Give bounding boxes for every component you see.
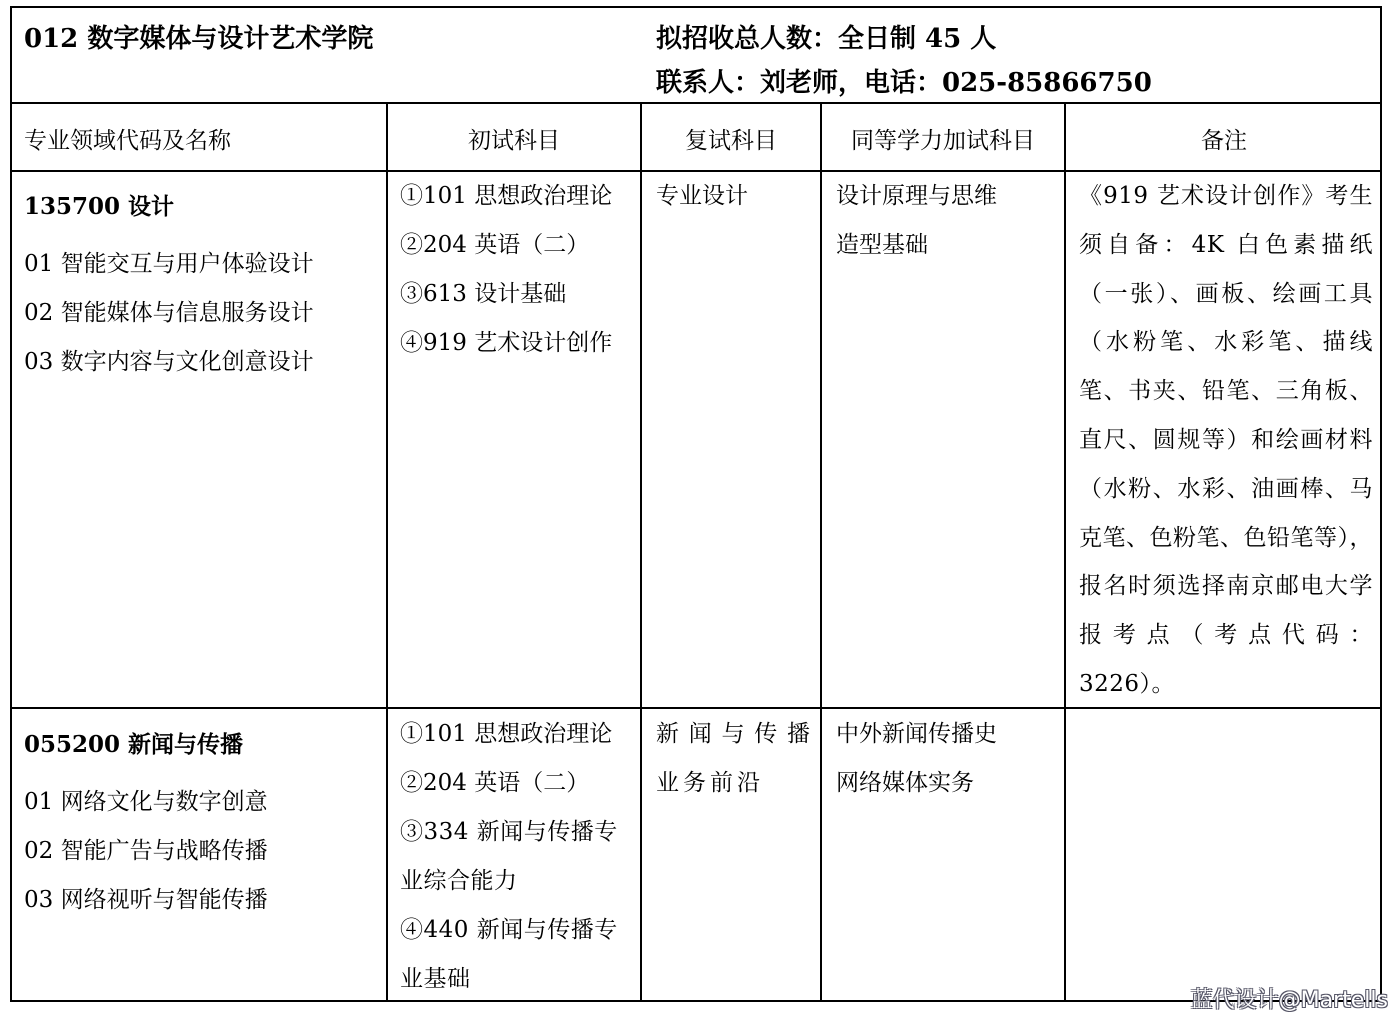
divider bbox=[640, 102, 642, 1002]
retest-subject: 专业设计 bbox=[656, 183, 748, 209]
direction-item: 03 网络视听与智能传播 bbox=[24, 887, 268, 913]
divider bbox=[386, 102, 388, 1002]
column-header-exams: 初试科目 bbox=[468, 128, 560, 154]
column-header-major: 专业领域代码及名称 bbox=[24, 128, 231, 154]
divider bbox=[820, 102, 822, 1002]
college-title: 012 数字媒体与设计艺术学院 bbox=[24, 24, 374, 54]
exam-subject: ①101 思想政治理论 bbox=[400, 721, 613, 747]
equivalent-subject: 中外新闻传播史 bbox=[836, 721, 997, 747]
exam-subject: ①101 思想政治理论 bbox=[400, 183, 613, 209]
direction-item: 01 网络文化与数字创意 bbox=[24, 789, 268, 815]
direction-item: 02 智能媒体与信息服务设计 bbox=[24, 300, 314, 326]
exam-subject: ④440 新闻与传播专业基础 bbox=[400, 917, 618, 992]
watermark: 蓝代设计@Martells bbox=[1190, 988, 1388, 1013]
exam-subject: ③613 设计基础 bbox=[400, 281, 567, 307]
major-name: 055200 新闻与传播 bbox=[24, 731, 244, 758]
equivalent-subject: 设计原理与思维 bbox=[836, 183, 997, 209]
divider bbox=[10, 102, 1382, 104]
direction-item: 03 数字内容与文化创意设计 bbox=[24, 349, 314, 375]
column-header-equivalent: 同等学力加试科目 bbox=[851, 128, 1035, 154]
exam-subject: ③334 新闻与传播专业综合能力 bbox=[400, 819, 618, 894]
exam-subject: ②204 英语（二） bbox=[400, 232, 590, 258]
retest-subject: 新闻与传播业务前沿 bbox=[656, 721, 814, 796]
exam-subject: ②204 英语（二） bbox=[400, 770, 590, 796]
equivalent-subject: 造型基础 bbox=[836, 232, 928, 258]
equivalent-subject: 网络媒体实务 bbox=[836, 770, 974, 796]
enrollment-count: 拟招收总人数：全日制 45 人 bbox=[656, 24, 997, 54]
remark-text: 《919 艺术设计创作》考生须自备：4K 白色素描纸（一张）、画板、绘画工具（水粉笔、水彩笔、描线笔、书夹、铅笔、三角板、直尺、圆规等）和绘画材料（水粉、水彩、油画棒、马克笔、色粉笔、色铅笔等），报名时须选择南京邮电大学报考点（考点代码：3226）。 bbox=[1079, 183, 1373, 697]
column-header-remark: 备注 bbox=[1201, 128, 1247, 154]
exam-subject: ④919 艺术设计创作 bbox=[400, 330, 613, 356]
direction-item: 02 智能广告与战略传播 bbox=[24, 838, 268, 864]
column-header-retest: 复试科目 bbox=[685, 128, 777, 154]
divider bbox=[1064, 102, 1066, 1002]
major-name: 135700 设计 bbox=[24, 193, 175, 220]
contact-info: 联系人：刘老师，电话：025-85866750 bbox=[656, 68, 1152, 98]
direction-item: 01 智能交互与用户体验设计 bbox=[24, 251, 314, 277]
